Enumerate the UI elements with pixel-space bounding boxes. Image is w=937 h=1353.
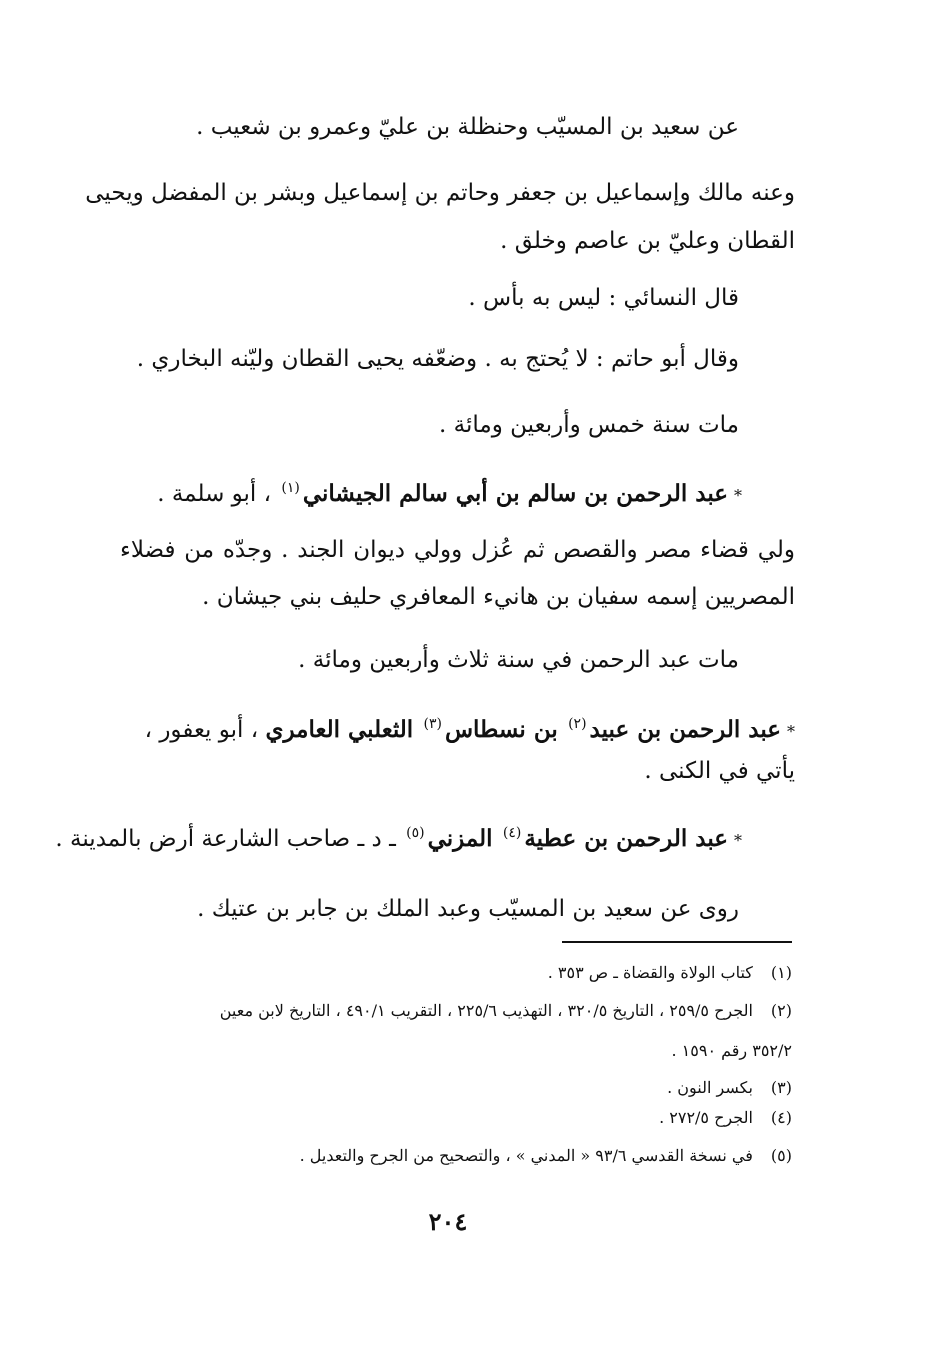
footnote [659, 1107, 792, 1129]
text-span: عن سعيد بن المسيّب وحنظلة بن عليّ وعمرو بن شعيب . [196, 114, 739, 140]
footnote [548, 962, 792, 984]
footnote-ref: (١) [281, 480, 300, 496]
text-span: ، أبو يعفور ، [144, 717, 259, 743]
text-span: مات سنة خمس وأربعين ومائة . [439, 412, 739, 438]
footnote-number: (٥) [770, 1146, 792, 1165]
text-line [644, 756, 795, 786]
text-line [468, 283, 739, 313]
text-span: وقال أبو حاتم : لا يُحتج به . وضعّفه يحيى القطان وليّنه البخاري . [136, 346, 739, 372]
text-span: وعنه مالك وإسماعيل بن جعفر وحاتم بن إسماعيل وبشر بن المفضل ويحيى [85, 180, 795, 206]
footnote [220, 1000, 792, 1022]
footnote-ref: (٤) [502, 825, 522, 841]
biography-entry-heading [55, 818, 742, 856]
text-span: يأتي في الكنى . [644, 758, 795, 784]
entry-marker: * [734, 486, 742, 505]
footnote-text: في نسخة القدسي ٩٣/٦ « المدني » ، والتصحيح من الجرح والتعديل . [299, 1146, 753, 1165]
biography-entry-heading [157, 473, 742, 511]
footnote [667, 1077, 792, 1099]
footnote-ref: (٣) [423, 716, 442, 732]
text-line [439, 410, 739, 440]
entry-name: عبد الرحمن بن سالم بن أبي سالم الجيشاني [302, 480, 728, 507]
footnote-text: بكسر النون . [667, 1078, 753, 1097]
text-span: قال النسائي : ليس به بأس . [468, 285, 739, 311]
footnote-ref: (٥) [406, 825, 425, 841]
footnote-number: (٢) [770, 1001, 792, 1020]
entry-name: عبد الرحمن بن عبيد [589, 716, 781, 743]
footnote-text: كتاب الولاة والقضاة ـ ص ٣٥٣ . [547, 963, 753, 982]
footnote-text: الجرح ٢٧٢/٥ . [659, 1108, 753, 1127]
footnote-separator [562, 941, 792, 943]
footnote-text: ٣٥٢/٢ رقم ١٥٩٠ . [671, 1041, 792, 1060]
entry-name: الثعلبي العامري [265, 716, 414, 743]
entry-name: المزني [427, 825, 493, 852]
text-span: المصريين إسمه سفيان بن هانيء المعافري حليف بني جيشان . [202, 584, 795, 610]
text-span: ـ د ـ صاحب الشارعة أرض بالمدينة . [55, 826, 396, 852]
text-line [85, 178, 795, 208]
entry-name: بن نسطاس [444, 716, 558, 743]
footnote-text: الجرح ٢٥٩/٥ ، التاريخ ٣٢٠/٥ ، التهذيب ٢٢٥/٦ ، التقريب ٤٩٠/١ ، التاريخ لابن معين [219, 1001, 753, 1020]
text-line [298, 645, 739, 675]
text-span: روى عن سعيد بن المسيّب وعبد الملك بن جابر بن عتيك . [197, 896, 739, 922]
text-line [197, 894, 739, 924]
text-span: مات عبد الرحمن في سنة ثلاث وأربعين ومائة . [298, 647, 739, 673]
text-span: القطان وعليّ بن عاصم وخلق . [500, 228, 795, 254]
text-line [120, 535, 795, 565]
footnote-number: (٤) [770, 1108, 792, 1127]
text-span: ، أبو سلمة . [157, 481, 272, 507]
footnote [300, 1145, 792, 1167]
text-span: ولي قضاء مصر والقصص ثم عُزل وولي ديوان الجند . وجدّه من فضلاء [120, 537, 795, 563]
page-number: ٢٠٤ [428, 1207, 468, 1236]
entry-marker: * [787, 722, 795, 741]
text-line [137, 344, 739, 374]
footnote-ref: (٢) [568, 716, 587, 732]
text-line [500, 226, 795, 256]
footnote-continuation [671, 1040, 792, 1062]
text-line [202, 582, 795, 612]
entry-marker: * [734, 831, 742, 850]
footnote-number: (١) [770, 963, 792, 982]
footnote-number: (٣) [770, 1078, 792, 1097]
biography-entry-heading [130, 709, 795, 747]
text-line [196, 112, 739, 142]
entry-name: عبد الرحمن بن عطية [524, 825, 728, 852]
